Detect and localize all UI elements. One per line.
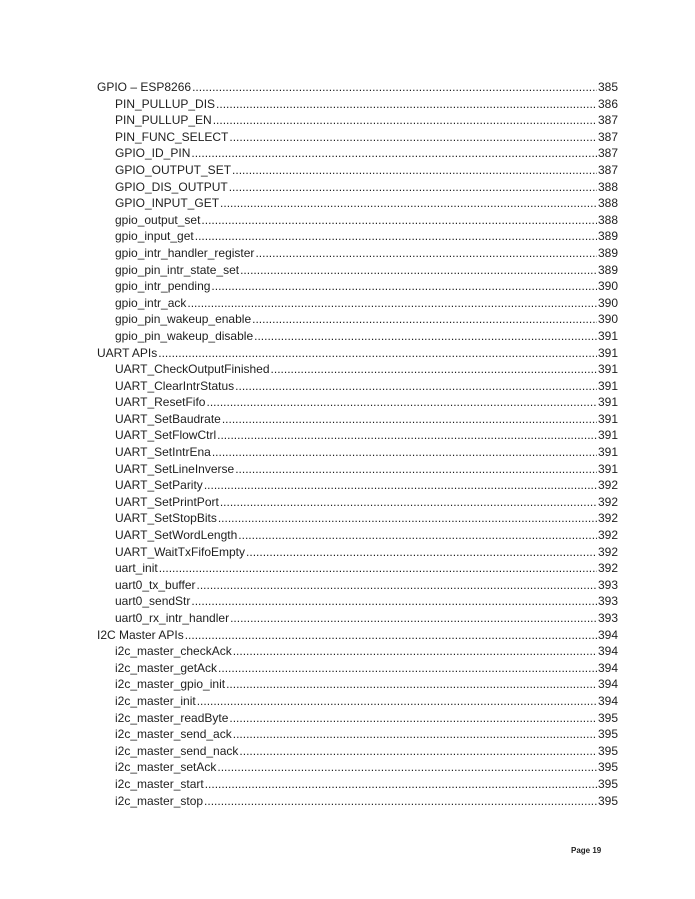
toc-entry-title: UART APIs [97,345,158,360]
toc-dot-leader [205,776,597,793]
toc-page-number: 394 [597,693,618,708]
toc-page-number: 392 [597,478,618,493]
toc-page-number: 387 [597,146,618,161]
toc-entry-title: gpio_intr_handler_register [115,245,255,260]
toc-entry-title: gpio_pin_wakeup_enable [115,312,252,327]
toc-dot-leader [217,759,597,776]
toc-page-number: 391 [597,411,618,426]
toc-entry-title: GPIO_DIS_OUTPUT [115,179,228,194]
toc-entry-section-0-item-5[interactable] [97,179,618,196]
toc-page-number: 395 [597,793,618,808]
toc-entry-title: i2c_master_send_nack [115,743,239,758]
toc-entry-title: i2c_master_stop [115,793,204,808]
toc-entry-title: UART_ResetFifo [115,395,206,410]
toc-page-number: 392 [597,544,618,559]
toc-dot-leader [235,378,597,395]
toc-entry-section-2-item-1[interactable] [97,660,618,677]
toc-page-number: 391 [597,328,618,343]
toc-page-number: 391 [597,378,618,393]
toc-dot-leader [229,179,597,196]
toc-dot-leader [271,361,597,378]
toc-dot-leader [216,96,597,113]
toc-entry-section-0-item-4[interactable] [97,162,618,179]
toc-dot-leader [239,743,597,760]
toc-page-number: 387 [597,113,618,128]
toc-dot-leader [218,510,597,527]
toc-dot-leader [191,145,597,162]
toc-page-number: 390 [597,295,618,310]
toc-entry-title: GPIO_OUTPUT_SET [115,162,232,177]
toc-page-number: 391 [597,345,618,360]
toc-entry-section-1-item-9[interactable] [97,510,618,527]
toc-dot-leader [255,245,597,262]
toc-dot-leader [220,195,597,212]
toc-page-number: 392 [597,528,618,543]
toc-page-number: 394 [597,644,618,659]
toc-page-number: 395 [597,776,618,791]
toc-dot-leader [233,726,597,743]
toc-entry-section-1-item-12[interactable] [97,560,618,577]
toc-dot-leader [185,627,597,644]
toc-dot-leader [195,228,597,245]
toc-entry-title: gpio_pin_wakeup_disable [115,328,254,343]
toc-entry-title: gpio_intr_ack [115,295,187,310]
toc-entry-section-0-item-10[interactable] [97,262,618,279]
toc-entry-title: gpio_pin_intr_state_set [115,262,240,277]
toc-dot-leader [240,262,597,279]
toc-entry-title: GPIO_ID_PIN [115,146,191,161]
toc-entry-title: GPIO – ESP8266 [97,80,192,94]
toc-page-number: 388 [597,179,618,194]
toc-page-number: 389 [597,229,618,244]
toc-entry-title: uart0_tx_buffer [115,577,196,592]
toc-entry-section-0-item-0[interactable] [97,96,618,113]
toc-entry-title: UART_SetIntrEna [115,445,211,460]
toc-entry-section-0-item-1[interactable] [97,112,618,129]
toc-entry-title: UART_SetParity [115,478,203,493]
toc-dot-leader [254,328,597,345]
toc-dot-leader [229,129,597,146]
toc-entry-section-0-item-12[interactable] [97,295,618,312]
toc-entry-title: PIN_PULLUP_DIS [115,96,216,111]
toc-entry-section-0-item-13[interactable] [97,311,618,328]
toc-page-number: 391 [597,445,618,460]
toc-entry-title: gpio_intr_pending [115,279,211,294]
toc-entry-section-0-item-3[interactable] [97,145,618,162]
toc-entry-title: UART_WaitTxFifoEmpty [115,544,246,559]
toc-dot-leader [201,212,597,229]
toc-entry-title: i2c_master_getAck [115,660,218,675]
toc-dot-leader [226,676,597,693]
toc-dot-leader [204,793,597,810]
toc-entry-section-1-item-11[interactable] [97,544,618,561]
toc-entry-title: PIN_FUNC_SELECT [115,129,229,144]
toc-page-number: 386 [597,96,618,111]
toc-dot-leader [235,461,597,478]
toc-dot-leader [159,560,597,577]
toc-entry-title: UART_SetLineInverse [115,461,235,476]
toc-page-number: 394 [597,677,618,692]
toc-entry-section-2-item-9[interactable] [97,793,618,810]
toc-entry-section-0[interactable] [97,79,618,96]
toc-dot-leader [212,444,597,461]
toc-entry-section-2-item-5[interactable] [97,726,618,743]
toc-page-number: 395 [597,727,618,742]
toc-entry-section-1-item-1[interactable] [97,378,618,395]
toc-entry-section-1-item-10[interactable] [97,527,618,544]
toc-dot-leader [230,610,597,627]
toc-entry-section-1-item-13[interactable] [97,577,618,594]
toc-page-number: 392 [597,511,618,526]
toc-entry-section-0-item-6[interactable] [97,195,618,212]
toc-entry-title: UART_SetWordLength [115,528,238,543]
toc-dot-leader [252,311,597,328]
toc-dot-leader [187,295,597,312]
toc-page-number: 393 [597,611,618,625]
toc-dot-leader [222,411,597,428]
toc-page-number: 388 [597,196,618,211]
toc-entry-title: i2c_master_start [115,776,204,791]
toc-page-number: 393 [597,577,618,592]
toc-entry-section-2-item-7[interactable] [97,759,618,776]
toc-entry-title: uart0_rx_intr_handler [115,611,230,625]
toc-dot-leader [206,394,596,411]
toc-entry-section-2-item-3[interactable] [97,693,618,710]
toc-entry-title: GPIO_INPUT_GET [115,196,220,211]
toc-entry-section-1-item-7[interactable] [97,477,618,494]
toc-entry-title: uart_init [115,561,158,576]
toc-entry-title: gpio_input_get [115,229,194,244]
toc-entry-section-0-item-14[interactable] [97,328,618,345]
toc-dot-leader [246,544,597,561]
toc-entry-title: i2c_master_gpio_init [115,677,226,692]
toc-page-number: 387 [597,129,618,144]
toc-entry-title: I2C Master APIs [97,627,184,642]
toc-dot-leader [238,527,597,544]
toc-page-number: 391 [597,428,618,443]
toc-entry-title: uart0_sendStr [115,594,191,609]
toc-entry-section-1-item-6[interactable] [97,461,618,478]
toc-dot-leader [197,693,597,710]
toc-dot-leader [204,477,597,494]
toc-page-number: 387 [597,162,618,177]
toc-page-number: 388 [597,212,618,227]
toc-dot-leader [192,79,597,96]
toc-page-number: 390 [597,279,618,294]
toc-page-number: 391 [597,461,618,476]
toc-dot-leader [158,345,597,362]
toc-dot-leader [220,494,597,511]
toc-page-number: 395 [597,760,618,775]
toc-page-number: 391 [597,395,618,410]
toc-entry-section-0-item-2[interactable] [97,129,618,146]
toc-dot-leader [218,660,597,677]
toc-page-number: 394 [597,627,618,642]
toc-entry-section-0-item-9[interactable] [97,245,618,262]
toc-entry-section-2-item-6[interactable] [97,743,618,760]
toc-entry-title: i2c_master_readByte [115,710,229,725]
toc-entry-section-2-item-2[interactable] [97,676,618,693]
toc-page-number: 395 [597,743,618,758]
page-footer: Page 19 [571,846,602,855]
toc-entry-section-1-item-2[interactable] [97,394,618,411]
toc-entry-section-1[interactable] [97,345,618,362]
toc-entry-section-1-item-15[interactable] [97,610,618,627]
toc-entry-title: UART_SetPrintPort [115,494,219,509]
toc-entry-section-1-item-5[interactable] [97,444,618,461]
toc-page-number: 393 [597,594,618,609]
toc-entry-title: i2c_master_checkAck [115,644,232,659]
toc-entry-section-2-item-8[interactable] [97,776,618,793]
toc-entry-section-1-item-8[interactable] [97,494,618,511]
toc-entry-title: PIN_PULLUP_EN [115,113,212,128]
toc-entry-title: UART_SetFlowCtrl [115,428,217,443]
toc-page-number: 392 [597,561,618,576]
toc-entry-title: gpio_output_set [115,212,201,227]
toc-entry-section-1-item-14[interactable] [97,593,618,610]
toc-entry-section-0-item-8[interactable] [97,228,618,245]
toc-page-number: 391 [597,362,618,377]
toc-dot-leader [213,112,597,129]
toc-page-number: 395 [597,710,618,725]
toc-dot-leader [229,710,597,727]
toc-entry-title: i2c_master_send_ack [115,727,232,742]
toc-dot-leader [217,427,597,444]
toc-entry-title: UART_SetStopBits [115,511,217,526]
toc-page-number: 390 [597,312,618,327]
toc-dot-leader [191,593,597,610]
toc-entry-title: i2c_master_init [115,693,196,708]
toc-entry-section-1-item-3[interactable] [97,411,618,428]
toc-entry-section-1-item-4[interactable] [97,427,618,444]
table-of-contents [97,79,618,809]
toc-entry-title: i2c_master_setAck [115,760,217,775]
toc-entry-section-1-item-0[interactable] [97,361,618,378]
toc-dot-leader [232,162,597,179]
toc-entry-title: UART_ClearIntrStatus [115,378,235,393]
toc-entry-title: UART_CheckOutputFinished [115,362,270,377]
toc-page-number: 394 [597,660,618,675]
toc-entry-section-2[interactable] [97,627,618,644]
toc-entry-section-2-item-0[interactable] [97,643,618,660]
toc-dot-leader [233,643,597,660]
toc-dot-leader [197,577,597,594]
toc-entry-section-2-item-4[interactable] [97,710,618,727]
toc-page-number: 389 [597,245,618,260]
toc-page-number: 392 [597,494,618,509]
toc-page-number: 385 [597,80,618,94]
toc-dot-leader [211,278,597,295]
toc-entry-section-0-item-11[interactable] [97,278,618,295]
toc-entry-title: UART_SetBaudrate [115,411,221,426]
toc-entry-section-0-item-7[interactable] [97,212,618,229]
toc-page-number: 389 [597,262,618,277]
